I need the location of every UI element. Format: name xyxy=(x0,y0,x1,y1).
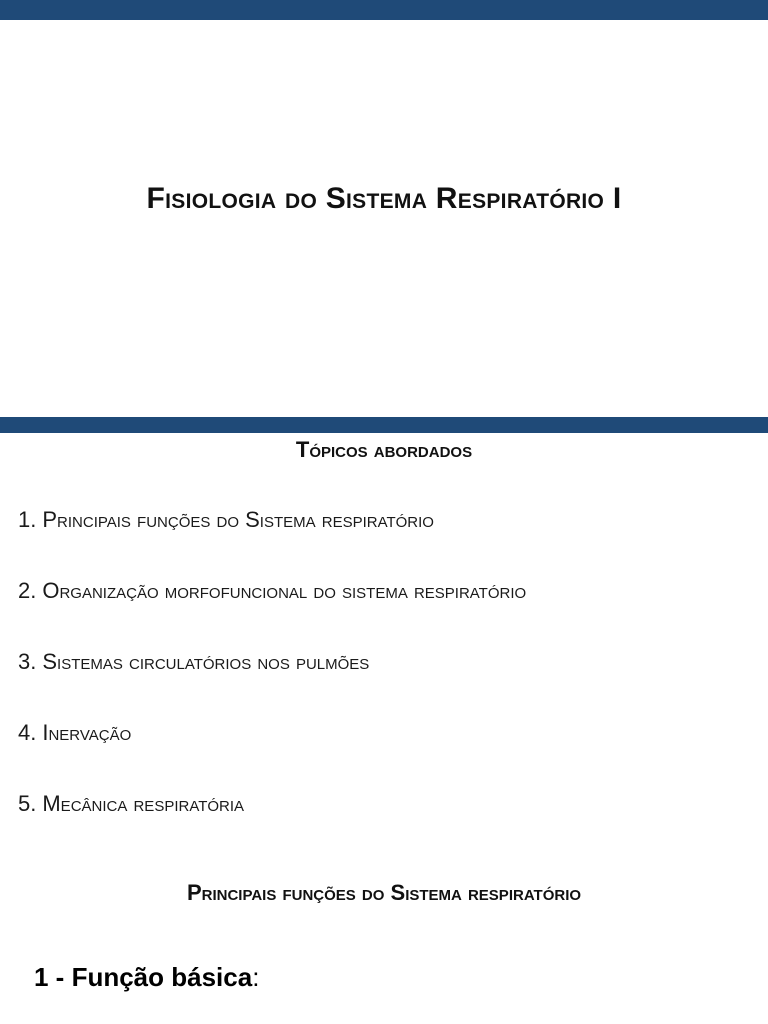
topic-label: Inervação xyxy=(42,720,132,745)
slide-title: Fisiologia do Sistema Respiratório I xyxy=(146,182,622,215)
basic-function-colon: : xyxy=(252,962,260,992)
topic-number: 3. xyxy=(18,649,37,674)
basic-function-heading xyxy=(34,962,259,993)
topic-number: 5. xyxy=(18,791,37,816)
topic-item xyxy=(18,720,526,791)
topic-label: Principais funções do Sistema respiratório xyxy=(42,507,434,532)
topic-label: Mecânica respiratória xyxy=(42,791,245,816)
topic-number: 2. xyxy=(18,578,37,603)
basic-function-label: 1 - Função básica xyxy=(34,962,253,992)
topic-number: 1. xyxy=(18,507,37,532)
topic-list xyxy=(18,507,526,862)
topic-item xyxy=(18,791,526,862)
topic-label: Sistemas circulatórios nos pulmões xyxy=(42,649,370,674)
slide-divider-bar xyxy=(0,417,768,433)
topic-number: 4. xyxy=(18,720,37,745)
topic-label: Organização morfofuncional do sistema respiratório xyxy=(42,578,527,603)
topic-item xyxy=(18,649,526,720)
top-blue-bar xyxy=(0,0,768,20)
topic-item xyxy=(18,507,526,578)
topic-item xyxy=(18,578,526,649)
topics-heading: Tópicos abordados xyxy=(295,437,473,462)
functions-heading: Principais funções do Sistema respiratório xyxy=(186,880,582,905)
